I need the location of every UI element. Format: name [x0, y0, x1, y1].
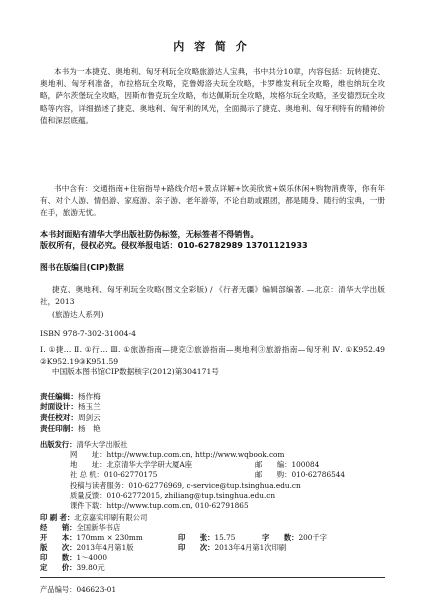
product-number-label: 产品编号： [40, 585, 77, 594]
features-paragraph: 书中含有：交通指南+住宿指导+路线介绍+景点详解+饮美欣赏+娱乐休闲+购物消费等，你有年有、对个人游、情侣游、家庭游、亲子游、老年游等，不论自助或跟团，都是随身、随行的宝典，一册在手，旅游无忧。 [40, 184, 385, 218]
word-count-label: 字 数： [262, 533, 299, 542]
credit-label: 责任编辑： [40, 392, 78, 401]
zip-label: 邮 编： [255, 460, 292, 469]
print-run-label: 印 数： [40, 553, 77, 562]
reader-service-row [70, 481, 301, 490]
print-run-row [40, 553, 107, 562]
cip-isbn: ISBN 978-7-302-31004-4 [40, 329, 136, 338]
cip-title: 图书在版编目(CIP)数据 [40, 263, 124, 272]
impression-value: 2013年4月第1次印刷 [214, 543, 287, 552]
credit-proofreader [40, 413, 101, 422]
cip-series: (旅游达人系列) [52, 310, 104, 319]
credit-cover-design [40, 402, 101, 411]
summary-paragraph: 本书为一本捷克、奥地利、匈牙利玩全攻略旅游达人宝典，书中共分10章，内容包括：玩转捷克、奥地利、匈牙利准备，布拉格玩全攻略，克鲁姆洛夫玩全攻略，卡罗维发利玩全攻略，维也纳玩全攻略，萨尔茨堡玩全攻略，因斯布鲁克玩全攻略，布达佩斯玩全攻略，埃格尔玩全攻略，圣安德烈玩全攻略等内容，详细描述了捷克、奥地利、匈牙利的风光，全面揭示了捷克、奥地利、匈牙利特有的精神价值和深层底蕴。 [40, 67, 385, 125]
price-row [40, 563, 105, 572]
address-value: 北京清华大学学研大厦A座 [106, 460, 193, 469]
printer-value: 北京嘉实印刷有限公司 [74, 513, 148, 522]
credit-production [40, 424, 101, 433]
credit-editor [40, 392, 101, 401]
printer-row [40, 513, 147, 522]
impression-row [178, 543, 286, 552]
mail-order-value: 010-62786544 [291, 470, 346, 479]
print-run-value: 1～4000 [76, 553, 107, 562]
credit-value: 杨 艳 [77, 424, 101, 433]
edition-value: 2013年4月第1版 [76, 543, 134, 552]
credit-label: 责任校对： [40, 413, 78, 422]
format-value: 170mm × 230mm [76, 533, 143, 542]
publisher-row [40, 440, 128, 449]
anti-counterfeit-notice: 本书封面贴有清华大学出版社防伪标签，无标签者不得销售。 [40, 229, 259, 239]
impression-label: 印 次： [178, 543, 215, 552]
copyright-notice: 版权所有，侵权必究。侵权举报电话：010-62782989 13701121933 [40, 240, 308, 250]
publisher-label: 出版发行： [40, 440, 77, 449]
product-number-row [40, 585, 116, 594]
distributor-label: 经 销： [40, 523, 77, 532]
zip-value: 100084 [291, 460, 320, 469]
website-value: http://www.tup.com.cn, http://www.wqbook.com [106, 450, 285, 459]
format-label: 开 本： [40, 533, 77, 542]
quality-feedback-row [70, 491, 275, 500]
cip-classification: Ⅰ. ①捷… Ⅱ. ①行… Ⅲ. ①旅游指南—捷克②旅游指南—奥地利③旅游指南—匈牙利 Ⅳ. ①K952.49 ②K952.19③K951.59 [40, 345, 385, 367]
quality-feedback-label: 质量反馈： [70, 491, 107, 500]
word-count-value: 200千字 [298, 533, 328, 542]
reader-service-value: 010-62776969, c-service@tup.tsinghua.edu.cn [128, 481, 301, 490]
courseware-label: 课件下载： [70, 501, 107, 510]
website-row [70, 450, 284, 459]
word-count-row [262, 533, 327, 542]
credit-value: 杨作梅 [77, 392, 101, 401]
price-value: 39.80元 [76, 563, 105, 572]
switchboard-label: 社 总 机： [70, 470, 104, 479]
switchboard-value: 010-62770175 [103, 470, 158, 479]
distributor-value: 全国新华书店 [76, 523, 121, 532]
quality-feedback-value: 010-62772015, zhiliang@tup.tsinghua.edu.cn [106, 491, 276, 500]
courseware-row [70, 501, 249, 510]
cip-entry: 捷克、奥地利、匈牙利玩全攻略(图文全彩版) / 《行者无疆》编辑部编著. —北京：清华大学出版社，2013 [40, 285, 385, 307]
mail-order-row [255, 470, 345, 479]
page-title: 内 容 简 介 [173, 40, 250, 53]
format-row [40, 533, 143, 542]
address-label: 地 址： [70, 460, 107, 469]
credit-value: 杨玉兰 [77, 402, 101, 411]
credit-label: 封面设计： [40, 402, 78, 411]
edition-row [40, 543, 134, 552]
zip-row [255, 460, 319, 469]
divider [40, 577, 385, 578]
reader-service-label: 投稿与读者服务： [70, 481, 129, 490]
sheets-value: 15.75 [214, 533, 236, 542]
publisher-name: 清华大学出版社 [76, 440, 128, 449]
distributor-row [40, 523, 120, 532]
sheets-row [178, 533, 235, 542]
credit-value: 周剑云 [77, 413, 101, 422]
printer-label: 印 刷 者： [40, 513, 75, 522]
credit-label: 责任印制： [40, 424, 78, 433]
edition-label: 版 次： [40, 543, 77, 552]
switchboard-row [70, 470, 157, 479]
product-number-value: 046623-01 [76, 585, 117, 594]
cip-number: 中国版本图书馆CIP数据核字(2012)第304171号 [52, 367, 219, 376]
website-label: 网 址： [70, 450, 107, 459]
address-row [70, 460, 192, 469]
courseware-value: http://www.tup.com.cn, 010-62791865 [106, 501, 249, 510]
price-label: 定 价： [40, 563, 77, 572]
sheets-label: 印 张： [178, 533, 215, 542]
mail-order-label: 邮 购： [255, 470, 292, 479]
